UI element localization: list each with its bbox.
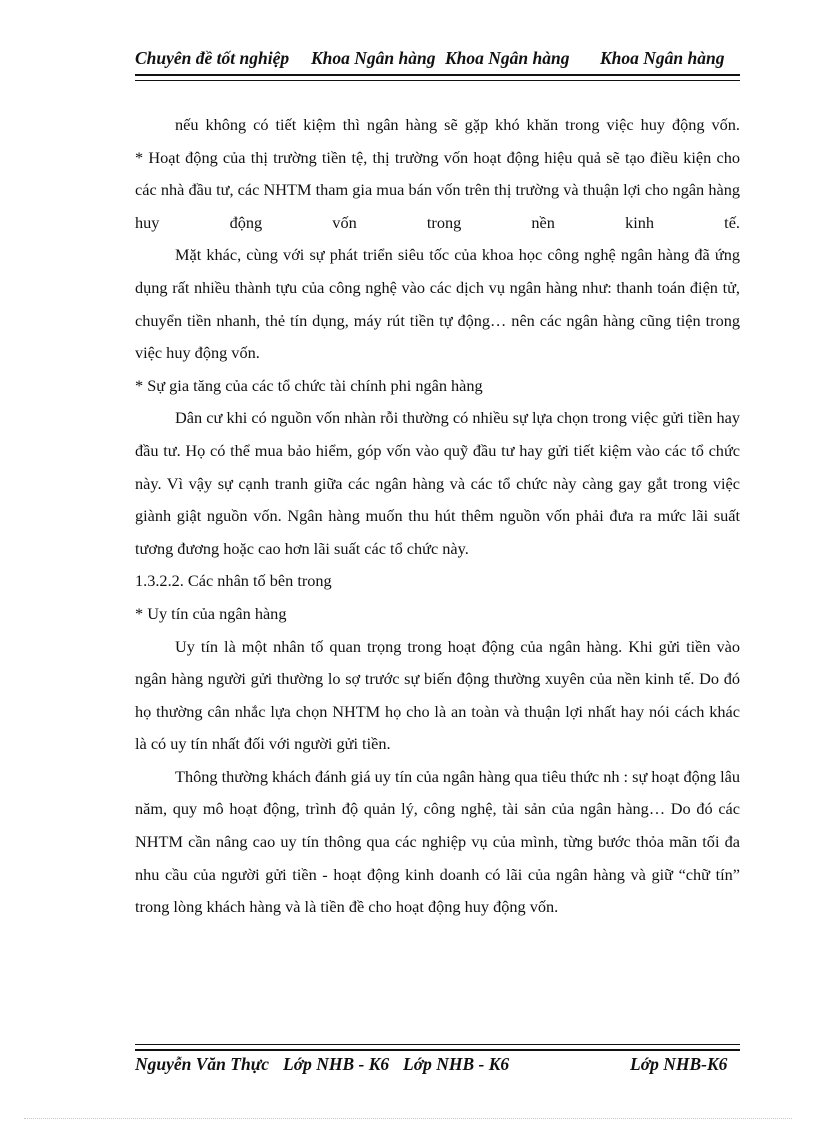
header-thesis-title: Chuyên đề tốt nghiệp <box>135 48 290 68</box>
body-paragraph: Dân cư khi có nguồn vốn nhàn rỗi thường có nhiều sự lựa chọn trong việc gửi tiền hay đầu tư. Họ có thể mua bảo hiểm, góp vốn vào quỹ đầu tư hay gửi tiết kiệm vào các tổ chức này. Vì vậy sự cạnh tranh giữa các ngân hàng và các tổ chức này càng gay gắt trong việc giành giật nguồn vốn. Ngân hàng muốn thu hút thêm nguồn vốn phải đưa ra mức lãi suất tương đương hoặc cao hơn lãi suất các tổ chức này. <box>135 408 740 558</box>
footer-class: Lớp NHB - K6 <box>283 1054 390 1074</box>
header-department: Khoa Ngân hàng <box>600 48 725 68</box>
footer-rule <box>135 1044 740 1051</box>
header-rule <box>135 74 740 81</box>
section-bullet: * Uy tín của ngân hàng <box>135 603 287 623</box>
body-paragraph: nếu không có tiết kiệm thì ngân hàng sẽ gặp khó khăn trong việc huy động vốn. <box>175 115 740 134</box>
body-paragraph: * Hoạt động của thị trường tiền tệ, thị trường vốn hoạt động hiệu quả sẽ tạo điều kiện cho các nhà đầu tư, các NHTM tham gia mua bán vốn trên thị trường và thuận lợi cho ngân hàng huy động vốn trong nền kinh tế. <box>135 147 740 232</box>
section-heading: 1.3.2.2. Các nhân tố bên trong <box>135 571 332 591</box>
document-body <box>135 109 740 924</box>
page-header <box>135 48 740 72</box>
body-paragraph: Uy tín là một nhân tố quan trọng trong hoạt động của ngân hàng. Khi gửi tiền vào ngân hàng người gửi thường lo sợ trước sự biến động thường xuyên của nền kinh tế. Do đó họ thường cân nhắc lựa chọn NHTM họ cho là an toàn và thuận lợi nhất hay nói cách khác là có uy tín nhất đối với người gửi tiền. <box>135 636 740 754</box>
footer-class: Lớp NHB - K6 <box>403 1054 510 1074</box>
page-bottom-border <box>24 1118 792 1119</box>
header-department: Khoa Ngân hàng <box>445 48 570 68</box>
section-bullet: * Sự gia tăng của các tổ chức tài chính phi ngân hàng <box>135 375 483 395</box>
header-department: Khoa Ngân hàng <box>311 48 436 68</box>
page-footer <box>135 1044 740 1074</box>
footer-class: Lớp NHB-K6 <box>630 1054 728 1074</box>
footer-author: Nguyễn Văn Thực <box>135 1054 269 1074</box>
body-paragraph: Mặt khác, cùng với sự phát triển siêu tốc của khoa học công nghệ ngân hàng đã ứng dụng rất nhiều thành tựu của công nghệ vào các dịch vụ ngân hàng như: thanh toán điện tử, chuyển tiền nhanh, thẻ tín dụng, máy rút tiền tự động… nên các ngân hàng cũng tiện trong việc huy động vốn. <box>135 245 740 363</box>
body-paragraph: Thông thường khách đánh giá uy tín của ngân hàng qua tiêu thức nh : sự hoạt động lâu năm, quy mô hoạt động, trình độ quản lý, công nghệ, tài sản của ngân hàng… Do đó các NHTM cần nâng cao uy tín thông qua các nghiệp vụ của mình, từng bước thỏa mãn tối đa nhu cầu của người gửi tiền - hoạt động kinh doanh có lãi của ngân hàng và giữ “chữ tín” trong lòng khách hàng và là tiền đề cho hoạt động huy động vốn. <box>135 766 741 917</box>
